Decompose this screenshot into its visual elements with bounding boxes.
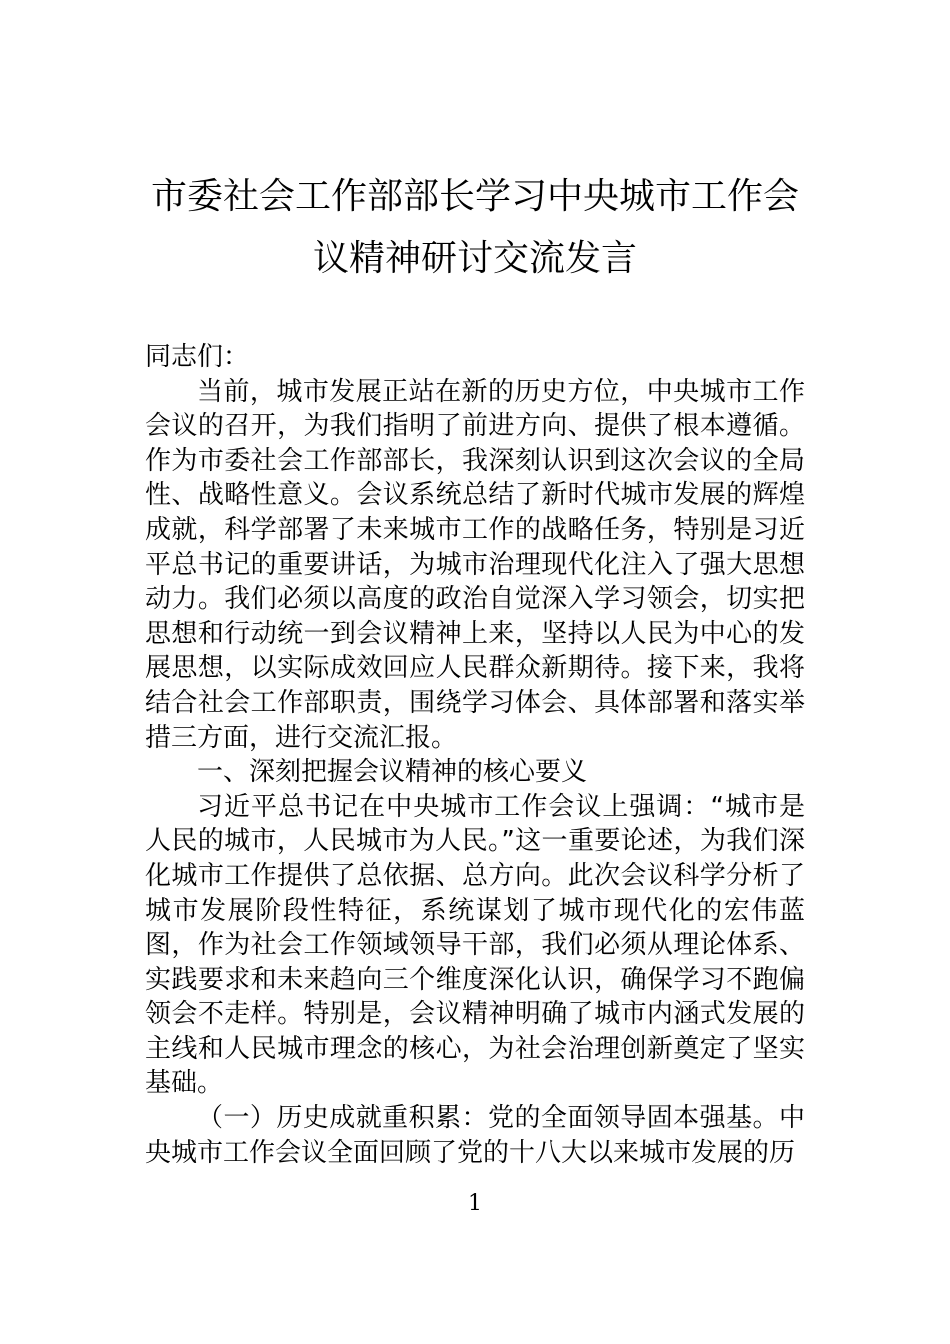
salutation: 同志们： [145, 342, 250, 372]
page-number: 1 [468, 1191, 482, 1216]
document-title [145, 166, 805, 290]
paragraph-subsection-start: （一）历史成就重积累：党的全面领导固本强基。中央城市工作会议全面回顾了党的十八大以来城市发展的历 [145, 1103, 805, 1168]
title-line-1: 市委社会工作部部长学习中央城市工作会 [150, 176, 799, 217]
section-heading: 一、深刻把握会议精神的核心要义 [197, 757, 588, 788]
paragraph-intro: 当前，城市发展正站在新的历史方位，中央城市工作会议的召开，为我们指明了前进方向、提供了根本遵循。作为市委社会工作部部长，我深刻认识到这次会议的全局性、战略性意义。会议系统总结了新时代城市发展的辉煌成就，科学部署了未来城市工作的战略任务，特别是习近平总书记的重要讲话，为城市治理现代化注入了强大思想动力。我们必须以高度的政治自觉深入学习领会，切实把思想和行动统一到会议精神上来，坚持以人民为中心的发展思想，以实际成效回应人民群众新期待。接下来，我将结合社会工作部职责，围绕学习体会、具体部署和落实举措三方面，进行交流汇报。 [145, 376, 805, 753]
paragraph-section-body: 习近平总书记在中央城市工作会议上强调：“城市是人民的城市，人民城市为人民。”这一重要论述，为我们深化城市工作提供了总依据、总方向。此次会议科学分析了城市发展阶段性特征，系统谋划了城市现代化的宏伟蓝图，作为社会工作领域领导干部，我们必须从理论体系、实践要求和未来趋向三个维度深化认识，确保学习不跑偏领会不走样。特别是，会议精神明确了城市内涵式发展的主线和人民城市理念的核心，为社会治理创新奠定了坚实基础。 [145, 791, 805, 1099]
document-body [145, 340, 805, 1170]
title-line-2: 议精神研讨交流发言 [312, 238, 637, 279]
